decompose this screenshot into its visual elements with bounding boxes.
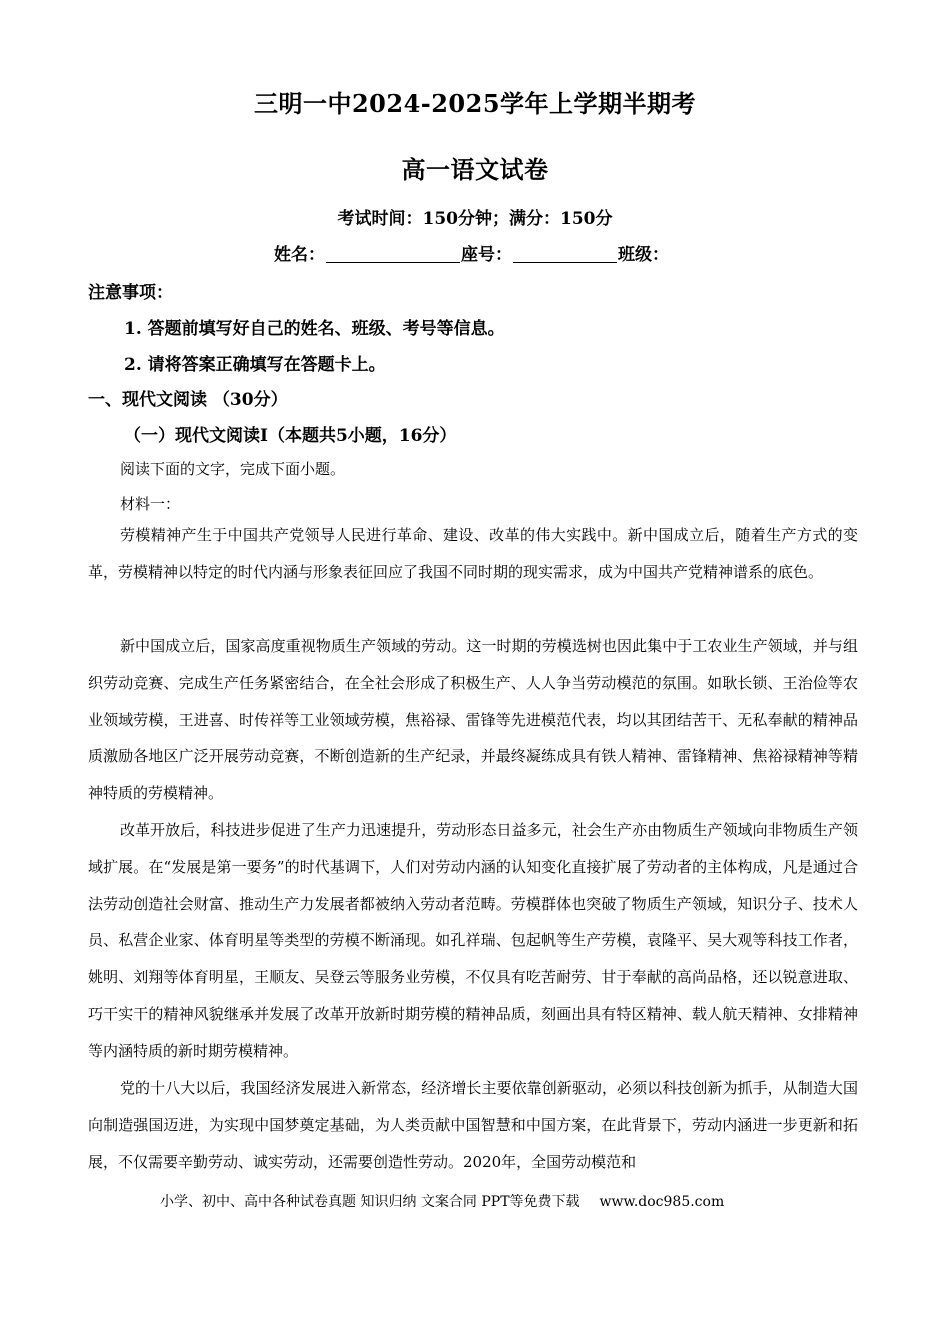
notice-item-1: 1. 答题前填写好自己的姓名、班级、考号等信息。 [124,319,505,339]
page-footer [160,1191,724,1211]
seat-blank [513,246,617,263]
footer-text: 小学、初中、高中各种试卷真题 知识归纳 文案合同 PPT等免费下载 [160,1194,580,1210]
subsection-heading: （一）现代文阅读Ⅰ（本题共5小题，16分） [124,426,457,446]
exam-time-and-score: 考试时间：150分钟；满分：150分 [337,209,613,229]
passage-paragraph-3: 改革开放后，科技进步促进了生产力迅速提升，劳动形态日益多元，社会生产亦由物质生产领域向非物质生产领域扩展。在“发展是第一要务”的时代基调下，人们对劳动内涵的认知变化直接扩展了劳动者的主体构成，凡是通过合法劳动创造社会财富、推动生产力发展者都被纳入劳动者范畴。劳模群体也突破了物质生产领域，知识分子、技术人员、私营企业家、体育明星等类型的劳模不断涌现。如孔祥瑞、包起帆等生产劳模，袁隆平、吴大观等科技工作者，姚明、刘翔等体育明星，王顺友、吴登云等服务业劳模，不仅具有吃苦耐劳、甘于奉献的高尚品格，还以锐意进取、巧干实干的精神风貌继承并发展了改革开放新时期劳模的精神品质，刻画出具有特区精神、载人航天精神、女排精神等内涵特质的新时期劳模精神。 [88,821,858,1060]
name-blank [326,246,460,263]
notice-item-2: 2. 请将答案正确填写在答题卡上。 [124,355,386,375]
class-label: 班级： [618,245,669,265]
name-label: 姓名： [274,245,325,265]
passage-paragraph-2: 新中国成立后，国家高度重视物质生产领域的劳动。这一时期的劳模选树也因此集中于工农业生产领域，并与组织劳动竞赛、完成生产任务紧密结合，在全社会形成了积极生产、人人争当劳动模范的氛围。如耿长锁、王治俭等农业领域劳模，王进喜、时传祥等工业领域劳模，焦裕禄、雷锋等先进模范代表，均以其团结苦干、无私奉献的精神品质激励各地区广泛开展劳动竞赛，不断创造新的生产纪录，并最终凝练成具有铁人精神、雷锋精神、焦裕禄精神等精神特质的劳模精神。 [88,637,858,803]
passage-paragraph-4: 党的十八大以后，我国经济发展进入新常态，经济增长主要依靠创新驱动，必须以科技创新为抓手，从制造大国向制造强国迈进，为实现中国梦奠定基础，为人类贡献中国智慧和中国方案，在此背景下，劳动内涵进一步更新和拓展，不仅需要辛勤劳动、诚实劳动，还需要创造性劳动。2020年，全国劳动模范和 [88,1079,858,1171]
exam-title: 三明一中2024-2025学年上学期半期考 [253,89,697,118]
exam-subtitle: 高一语文试卷 [401,155,549,184]
seat-label: 座号： [461,245,512,265]
section-heading: 一、现代文阅读 （30分） [88,390,288,410]
passage-paragraph-1: 劳模精神产生于中国共产党领导人民进行革命、建设、改革的伟大实践中。新中国成立后，随着生产方式的变革，劳模精神以特定的时代内涵与形象表征回应了我国不同时期的现实需求，成为中国共产党精神谱系的底色。 [88,526,858,581]
material-label: 材料一： [120,495,181,513]
footer-url: www.doc985.com [599,1194,725,1210]
student-info-row [274,240,669,265]
reading-instruction: 阅读下面的文字，完成下面小题。 [120,460,346,478]
notice-heading: 注意事项： [88,283,173,303]
